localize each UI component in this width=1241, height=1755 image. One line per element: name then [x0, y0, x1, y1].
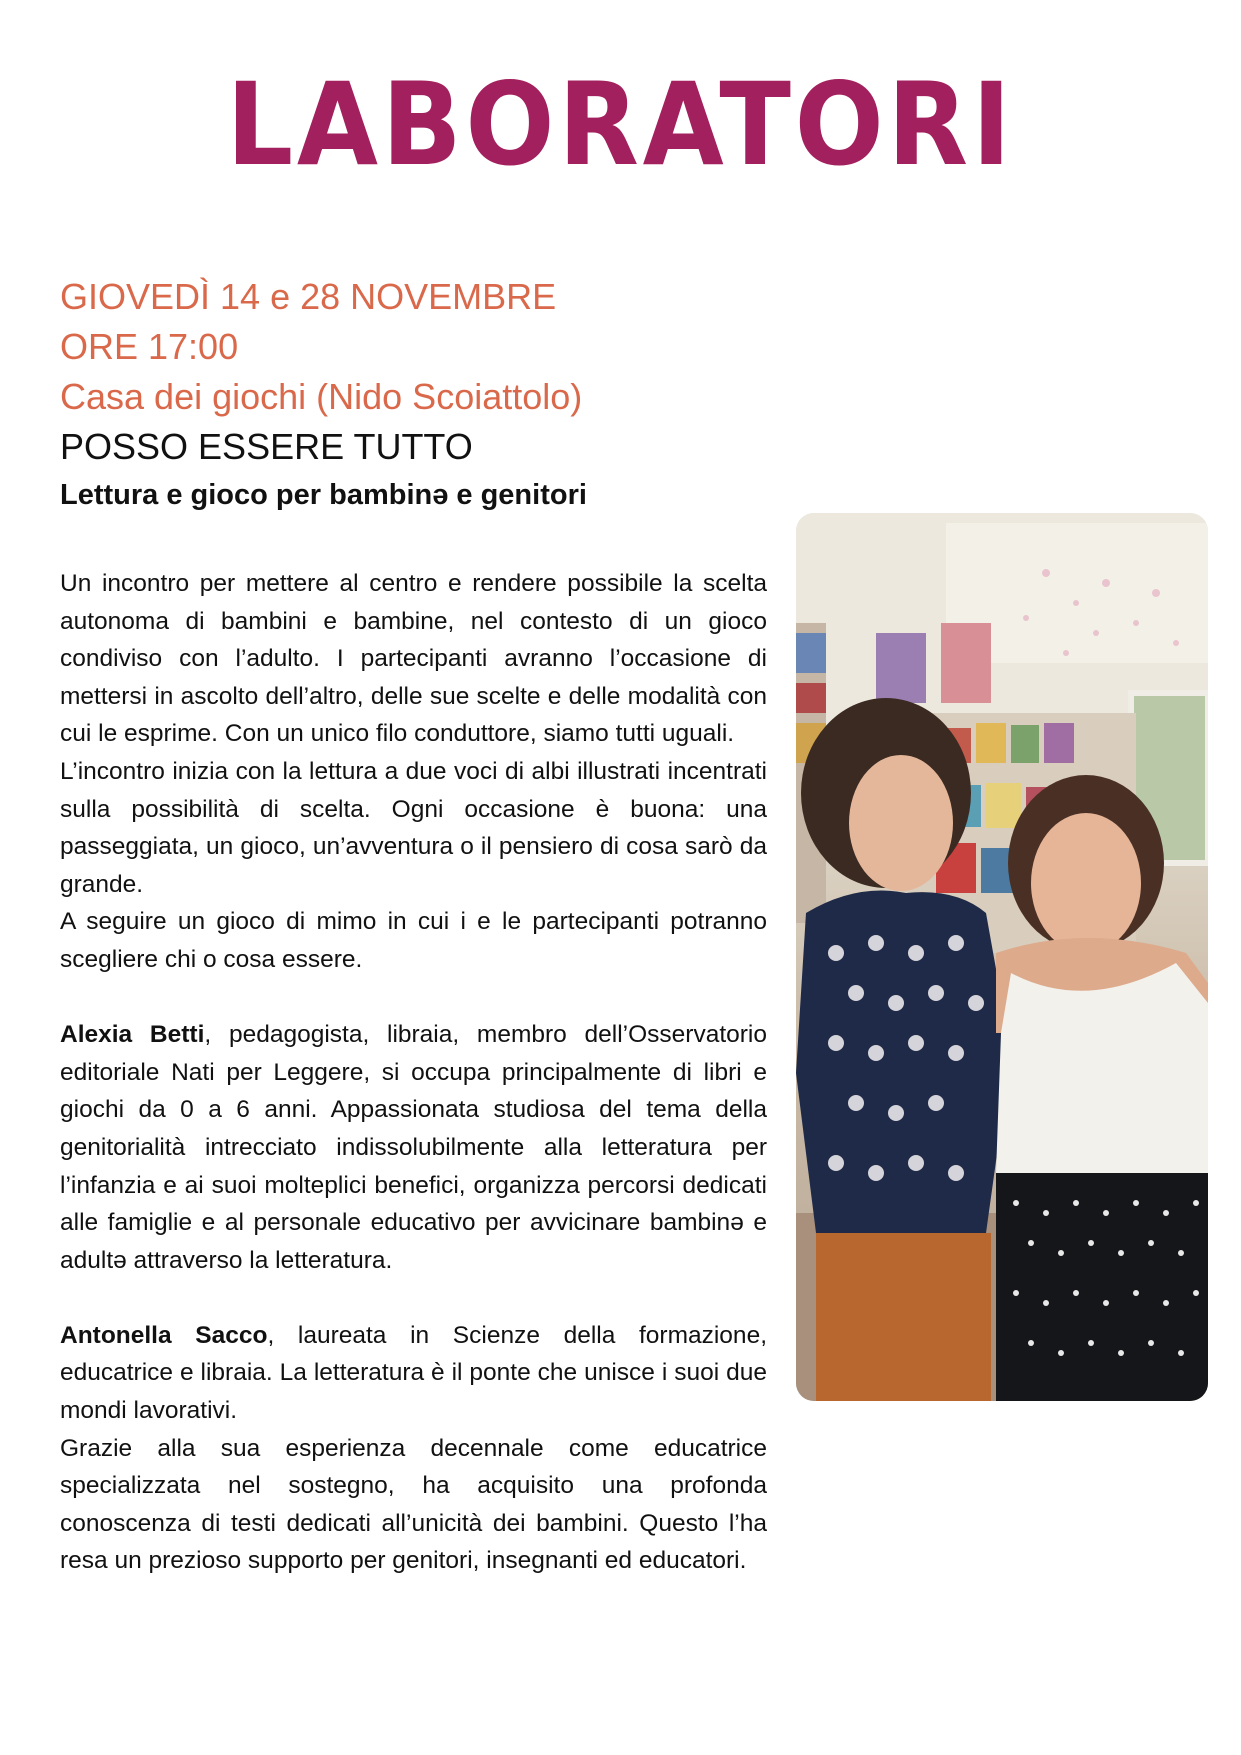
- paragraph-gap: [60, 979, 767, 1017]
- bio-text: , laureata in Scienze della formazione, educatrice e libraia. La letteratura è il ponte che unisce i suoi due mondi lavorativi.: [60, 1321, 767, 1425]
- description-paragraph: A seguire un gioco di mimo in cui i e le partecipanti potranno scegliere chi o cosa essere.: [60, 908, 767, 973]
- page-title: LABORATORI: [226, 58, 1015, 191]
- event-time: ORE 17:00: [60, 326, 239, 367]
- event-description: [60, 565, 767, 1580]
- bio-name: Antonella Sacco: [60, 1321, 268, 1349]
- description-paragraph: Un incontro per mettere al centro e rendere possibile la scelta autonoma di bambini e bambine, nel contesto di un gioco condiviso con l’adulto. I partecipanti avranno l’occasione di mettersi in ascolto dell’altro, delle sue scelte e delle modalità con cui le esprime. Con un unico filo conduttore, siamo tutti uguali.: [60, 570, 767, 748]
- photo-illustration: [796, 513, 1208, 1401]
- event-subtitle: Lettura e gioco per bambinə e genitori: [60, 479, 587, 511]
- event-title: POSSO ESSERE TUTTO: [60, 426, 473, 467]
- event-place: Casa dei giochi (Nido Scoiattolo): [60, 376, 583, 417]
- description-paragraph: L’incontro inizia con la lettura a due voci di albi illustrati incentrati sulla possibilità di scelta. Ogni occasione è buona: una passeggiata, un gioco, un’avventura o il pensiero di cosa sarò da grande.: [60, 757, 767, 898]
- bio-name: Alexia Betti: [60, 1021, 205, 1049]
- bio-alexia: [60, 1016, 767, 1279]
- photo-two-women-bookshop: [796, 513, 1208, 1401]
- event-date: GIOVEDÌ 14 e 28 NOVEMBRE: [60, 276, 557, 317]
- paragraph-gap: [60, 1279, 767, 1317]
- bio-antonella-extra: Grazie alla sua esperienza decennale come educatrice specializzata nel sostegno, ha acquisito una profonda conoscenza di testi dedicati all’unicità dei bambini. Questo l’ha resa un prezioso supporto per genitori, insegnanti ed educatori.: [60, 1434, 767, 1575]
- bio-text: , pedagogista, libraia, membro dell’Osservatorio editoriale Nati per Leggere, si occupa principalmente di libri e giochi da 0 a 6 anni. Appassionata studiosa del tema della genitorialità intrecciato indissolubilmente alla letteratura per l’infanzia e ai suoi molteplici benefici, organizza percorsi dedicati alle famiglie e al personale educativo per avvicinare bambinə e adultə attraverso la letteratura.: [60, 1021, 767, 1274]
- bio-antonella: [60, 1317, 767, 1430]
- event-header: [60, 272, 760, 518]
